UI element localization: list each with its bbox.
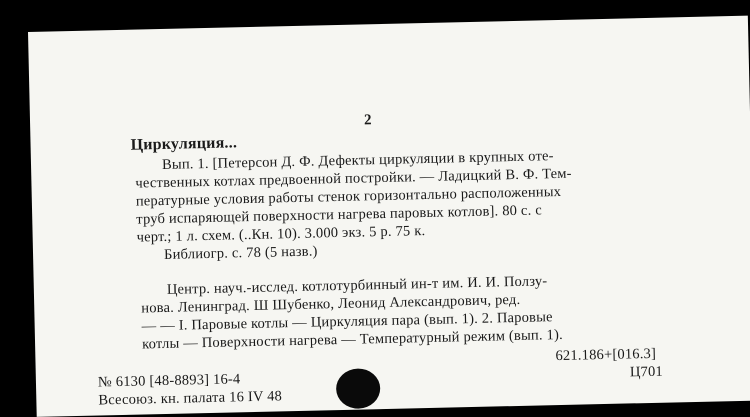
entry-line: труб испаряющей поверхности нагрева паровых котлов]. 80 с. с: [136, 202, 543, 228]
page-number: 2: [363, 112, 372, 129]
entry-line: Библиогр. с. 78 (5 назв.): [163, 243, 318, 263]
entry-line: Вып. 1. [Петерсон Д. Ф. Дефекты циркуляции в крупных оте-: [161, 148, 554, 173]
classification-index: 621.186+[016.3]: [555, 345, 657, 365]
entry-title: Циркуляция...: [130, 134, 238, 154]
entry-line: черт.; 1 л. схем. (..Кн. 10). 3.000 экз. 5 р. 75 к.: [136, 223, 426, 246]
annotation-line: — — I. Паровые котлы — Циркуляция пара (вып. 1). 2. Паровые: [141, 309, 553, 335]
order-line: № 6130 [48-8893] 16-4: [97, 371, 241, 391]
catalog-card: [28, 16, 750, 417]
annotation-line: котлы — Поверхности нагрева — Температурный режим (вып. 1).: [141, 326, 564, 353]
chamber-line: Всесоюз. кн. палата 16 IV 48: [98, 388, 283, 409]
catalog-code: Ц701: [629, 363, 664, 381]
entry-line: пературные условия работы стенок горизонтально расположенных: [135, 183, 562, 210]
ink-blot: [336, 368, 381, 409]
entry-line: чественных котлах предвоенной постройки. — Ладицкий В. Ф. Тем-: [135, 165, 572, 192]
annotation-line: нова. Ленинград. Ш Шубенко, Леонид Александрович, ред.: [141, 291, 521, 317]
annotation-line: Центр. науч.-исслед. котлотурбинный ин-т им. И. И. Ползу-: [166, 273, 548, 298]
